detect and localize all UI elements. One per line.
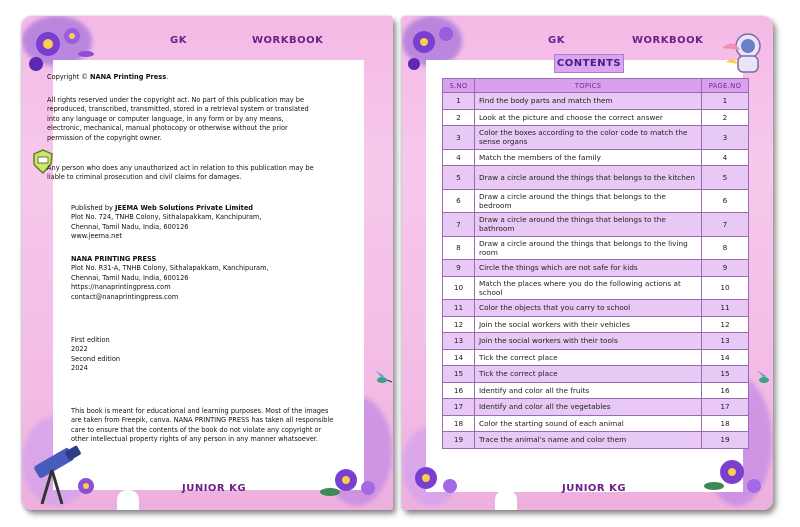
row-sno: 19 <box>443 432 475 449</box>
table-row <box>443 333 749 350</box>
row-sno: 17 <box>443 399 475 416</box>
row-page-number: 3 <box>702 126 749 150</box>
publisher-name: JEEMA Web Solutions Private Limited <box>115 204 254 212</box>
row-topic: Identify and color all the fruits <box>475 382 702 399</box>
row-topic: Tick the correct place <box>475 366 702 383</box>
row-page-number: 11 <box>702 300 749 317</box>
row-sno: 6 <box>443 189 475 213</box>
row-topic: Draw a circle around the things that belongs to the kitchen <box>475 166 702 190</box>
row-topic: Draw a circle around the things that belongs to the bedroom <box>475 189 702 213</box>
table-row <box>443 349 749 366</box>
column-header-sno: S.NO <box>443 79 475 93</box>
publisher-block <box>71 204 261 242</box>
rights-line: All rights reserved under the copyright act. No part of this publication may be <box>47 96 305 104</box>
publisher-address-line: Chennai, Tamil Nadu, India, 600126 <box>71 222 189 231</box>
table-row <box>443 415 749 432</box>
column-header-topics: TOPICS <box>475 79 702 93</box>
row-topic: Color the starting sound of each animal <box>475 415 702 432</box>
table-row <box>443 109 749 126</box>
copyright-holder: NANA Printing Press <box>90 73 167 81</box>
row-page-number: 16 <box>702 382 749 399</box>
row-page-number: 6 <box>702 189 749 213</box>
table-row <box>443 399 749 416</box>
edition-line: First edition <box>71 336 110 344</box>
edition-line: 2022 <box>71 345 88 354</box>
rights-line: reproduced, transcribed, transmitted, stored in a retrieval system or translated <box>47 105 309 114</box>
table-header-row <box>443 79 749 93</box>
printer-address-line: Chennai, Tamil Nadu, India, 600126 <box>71 273 189 282</box>
row-sno: 5 <box>443 166 475 190</box>
table-row <box>443 366 749 383</box>
row-topic: Color the boxes according to the color code to match the sense organs <box>475 126 702 150</box>
row-sno: 12 <box>443 316 475 333</box>
flower-cluster-icon <box>318 456 388 506</box>
workbook-label: WORKBOOK <box>632 35 704 46</box>
row-sno: 18 <box>443 415 475 432</box>
row-sno: 3 <box>443 126 475 150</box>
row-topic: Trace the animal's name and color them <box>475 432 702 449</box>
row-page-number: 13 <box>702 333 749 350</box>
row-sno: 4 <box>443 149 475 166</box>
flower-cluster-icon <box>702 446 772 506</box>
liability-line: liable to criminal prosecution and civil claims for damages. <box>47 173 242 182</box>
subject-label: GK <box>548 35 565 46</box>
table-row <box>443 382 749 399</box>
flower-cluster-icon <box>26 20 96 80</box>
row-page-number: 5 <box>702 166 749 190</box>
printer-address-line: Plot No. R31-A, TNHB Colony, Sithalapakkam, Kanchipuram, <box>71 264 269 273</box>
flower-cluster-icon <box>404 20 464 80</box>
row-sno: 2 <box>443 109 475 126</box>
rights-line: into any language or computer language, in any form or by any means, <box>47 114 284 123</box>
rights-line: permission of the copyright owner. <box>47 133 162 142</box>
table-row <box>443 276 749 300</box>
row-topic: Look at the picture and choose the correct answer <box>475 109 702 126</box>
table-row <box>443 316 749 333</box>
edition-line: 2024 <box>71 364 88 373</box>
row-page-number: 2 <box>702 109 749 126</box>
astronaut-icon <box>720 28 770 82</box>
table-row <box>443 189 749 213</box>
row-page-number: 8 <box>702 236 749 260</box>
row-page-number: 15 <box>702 366 749 383</box>
disclaimer-line: This book is meant for educational and learning purposes. Most of the images <box>71 407 329 415</box>
printer-email: contact@nanaprintingpress.com <box>71 292 179 301</box>
contents-title: CONTENTS <box>554 54 624 73</box>
liability-paragraph <box>47 164 314 183</box>
row-page-number: 19 <box>702 432 749 449</box>
subject-label: GK <box>170 35 187 46</box>
row-sno: 13 <box>443 333 475 350</box>
row-topic: Find the body parts and match them <box>475 93 702 110</box>
row-sno: 10 <box>443 276 475 300</box>
disclaimer-line: other intellectual property rights of any person in any manner whatsoever. <box>71 435 319 444</box>
row-page-number: 14 <box>702 349 749 366</box>
grade-label: JUNIOR KG <box>182 483 247 494</box>
row-sno: 8 <box>443 236 475 260</box>
row-topic: Match the members of the family <box>475 149 702 166</box>
table-row <box>443 300 749 317</box>
column-header-page: PAGE.NO <box>702 79 749 93</box>
row-sno: 1 <box>443 93 475 110</box>
printer-name: NANA PRINTING PRESS <box>71 255 157 263</box>
printer-block <box>71 255 269 302</box>
table-row <box>443 93 749 110</box>
row-page-number: 7 <box>702 213 749 237</box>
disclaimer-line: are taken from Freepik, canva. NANA PRINTING PRESS has taken all responsible <box>71 416 334 425</box>
page-tab <box>495 490 517 510</box>
hummingbird-icon <box>754 368 773 390</box>
printer-website: https://nanaprintingpress.com <box>71 283 171 292</box>
table-row <box>443 166 749 190</box>
table-row <box>443 432 749 449</box>
row-page-number: 18 <box>702 415 749 432</box>
row-sno: 7 <box>443 213 475 237</box>
row-page-number: 4 <box>702 149 749 166</box>
row-sno: 15 <box>443 366 475 383</box>
row-topic: Match the places where you do the following actions at school <box>475 276 702 300</box>
row-page-number: 9 <box>702 260 749 277</box>
table-row <box>443 126 749 150</box>
row-topic: Join the social workers with their vehicles <box>475 316 702 333</box>
table-row <box>443 236 749 260</box>
copyright-suffix: . <box>166 73 169 81</box>
contents-table <box>442 78 749 449</box>
edition-line: Second edition <box>71 354 121 363</box>
row-page-number: 12 <box>702 316 749 333</box>
table-row <box>443 149 749 166</box>
row-sno: 16 <box>443 382 475 399</box>
publisher-address-line: Plot No. 724, TNHB Colony, Sithalapakkam, Kanchipuram, <box>71 213 262 222</box>
row-sno: 11 <box>443 300 475 317</box>
disclaimer-line: care to ensure that the contents of the book do not violate any copyright or <box>71 425 322 434</box>
flower-cluster-icon <box>402 452 472 508</box>
telescope-icon <box>26 438 96 508</box>
row-topic: Draw a circle around the things that belongs to the bathroom <box>475 213 702 237</box>
row-sno: 9 <box>443 260 475 277</box>
table-row <box>443 260 749 277</box>
row-topic: Circle the things which are not safe for kids <box>475 260 702 277</box>
row-topic: Tick the correct place <box>475 349 702 366</box>
row-page-number: 17 <box>702 399 749 416</box>
table-row <box>443 213 749 237</box>
copyright-prefix: Copyright © <box>47 73 91 81</box>
row-topic: Identify and color all the vegetables <box>475 399 702 416</box>
rights-paragraph <box>47 96 309 143</box>
workbook-label: WORKBOOK <box>252 35 324 46</box>
rights-line: electronic, mechanical, manual photocopy or otherwise without the prior <box>47 124 288 133</box>
hummingbird-icon <box>372 368 392 390</box>
liability-line: Any person who does any unauthorized act in relation to this publication may be <box>47 164 314 172</box>
row-topic: Draw a circle around the things that belongs to the living room <box>475 236 702 260</box>
row-topic: Join the social workers with their tools <box>475 333 702 350</box>
row-page-number: 1 <box>702 93 749 110</box>
grade-label: JUNIOR KG <box>562 483 627 494</box>
row-page-number: 10 <box>702 276 749 300</box>
publisher-website: www.jeema.net <box>71 232 122 241</box>
row-topic: Color the objects that you carry to school <box>475 300 702 317</box>
page-tab <box>117 490 139 510</box>
edition-block <box>71 336 120 374</box>
disclaimer-paragraph <box>71 407 333 445</box>
row-sno: 14 <box>443 349 475 366</box>
published-by-label: Published by <box>71 204 116 212</box>
